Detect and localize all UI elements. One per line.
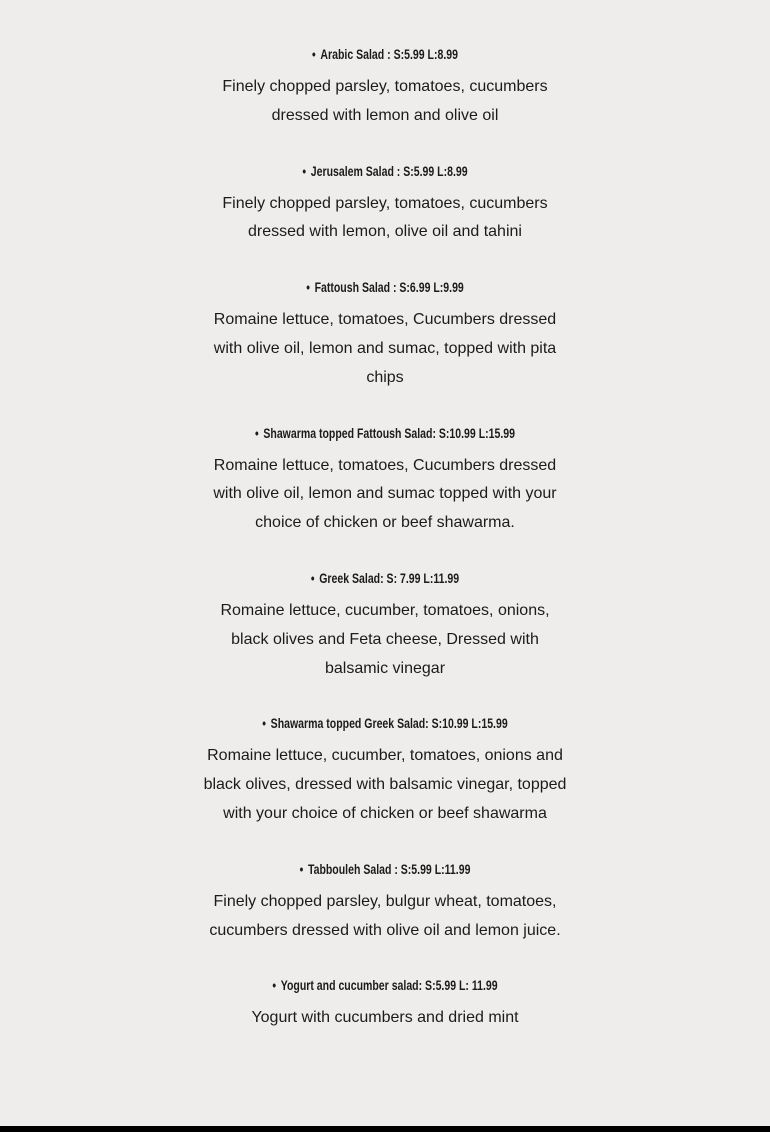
menu-item-title-text: Tabbouleh Salad : S:5.99 L:11.99 xyxy=(307,861,471,877)
bullet-icon: • xyxy=(262,716,266,732)
salad-menu xyxy=(0,44,770,1063)
menu-item-title xyxy=(85,423,686,445)
menu-item-title xyxy=(85,277,686,299)
bullet-icon: • xyxy=(302,163,307,179)
menu-item-shawarma-fattoush-salad xyxy=(0,423,770,538)
menu-item-description: Finely chopped parsley, tomatoes, cucumbers dressed with lemon and olive oil xyxy=(222,78,548,124)
bullet-icon: • xyxy=(310,570,315,586)
bullet-icon: • xyxy=(272,978,277,994)
menu-item-title xyxy=(85,975,686,997)
menu-item-title xyxy=(85,859,686,881)
menu-item-title-text: Shawarma topped Fattoush Salad: S:10.99 L:15.99 xyxy=(263,425,515,441)
menu-item-description: Finely chopped parsley, bulgur wheat, tomatoes, cucumbers dressed with olive oil and lemon juice. xyxy=(209,892,561,939)
menu-item-description: Finely chopped parsley, tomatoes, cucumbers dressed with lemon, olive oil and tahini xyxy=(222,194,548,241)
menu-item-title-text: Greek Salad: S: 7.99 L:11.99 xyxy=(319,570,460,586)
menu-item-tabbouleh-salad xyxy=(0,859,770,946)
menu-item-jerusalem-salad xyxy=(0,161,770,248)
menu-item-title-text: Jerusalem Salad : S:5.99 L:8.99 xyxy=(310,163,468,179)
bottom-divider-bar xyxy=(0,1126,770,1132)
menu-item-greek-salad xyxy=(0,568,770,683)
bullet-icon: • xyxy=(299,861,304,877)
menu-item-description: Romaine lettuce, cucumber, tomatoes, onions and black olives, dressed with balsamic vinegar, topped with your choice of chicken or beef shawarma xyxy=(203,747,567,822)
bullet-icon: • xyxy=(254,425,259,441)
menu-item-description: Romaine lettuce, tomatoes, Cucumbers dressed with olive oil, lemon and sumac topped with your choice of chicken or beef shawarma. xyxy=(213,456,557,532)
menu-item-description: Yogurt with cucumbers and dried mint xyxy=(251,1009,519,1027)
menu-item-title xyxy=(85,713,686,735)
menu-item-title xyxy=(85,161,686,183)
menu-item-title xyxy=(85,568,686,590)
menu-item-fattoush-salad xyxy=(0,277,770,392)
menu-item-description: Romaine lettuce, cucumber, tomatoes, onions, black olives and Feta cheese, Dressed with balsamic vinegar xyxy=(220,601,550,677)
menu-item-shawarma-greek-salad xyxy=(0,713,770,828)
menu-item-description: Romaine lettuce, tomatoes, Cucumbers dressed with olive oil, lemon and sumac, topped with pita chips xyxy=(213,311,557,386)
menu-item-yogurt-cucumber-salad xyxy=(0,975,770,1033)
menu-item-title xyxy=(85,44,686,66)
menu-item-title-text: Yogurt and cucumber salad: S:5.99 L: 11.99 xyxy=(280,978,498,994)
menu-item-title-text: Shawarma topped Greek Salad: S:10.99 L:15.99 xyxy=(270,716,508,732)
menu-item-title-text: Fattoush Salad : S:6.99 L:9.99 xyxy=(314,280,464,296)
menu-item-title-text: Arabic Salad : S:5.99 L:8.99 xyxy=(320,47,458,62)
bullet-icon: • xyxy=(312,47,316,62)
menu-item-arabic-salad xyxy=(0,44,770,131)
bullet-icon: • xyxy=(306,280,310,296)
